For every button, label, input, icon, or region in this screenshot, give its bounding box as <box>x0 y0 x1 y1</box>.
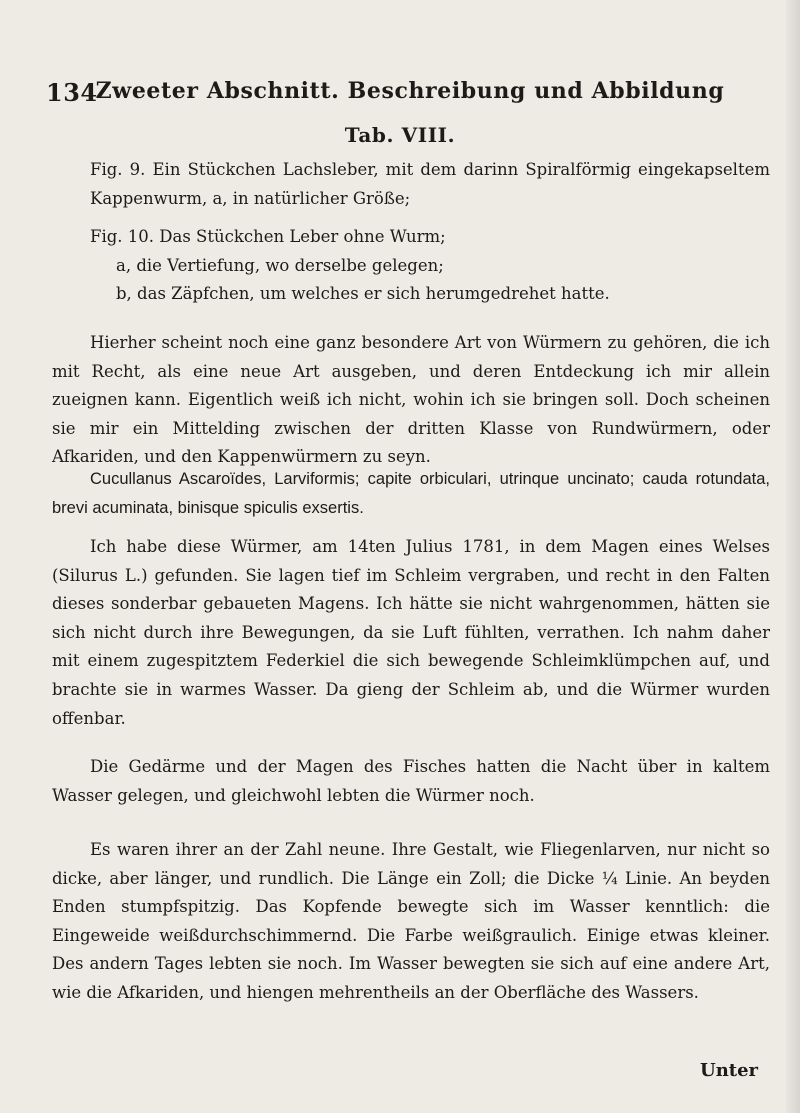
figure-legend <box>52 156 770 309</box>
paragraph-discovery: Ich habe diese Würmer, am 14ten Julius 1781, in dem Magen eines Welses (Silurus L.) gefunden. Sie lagen tief im Schleim vergraben, und recht in den Falten dieses sonderbar gebaueten Magens. Ich hätte sie nicht wahrgenommen, hätten sie sich nicht durch ihre Bewegungen, da sie Luft fühlten, verrathen. Ich nahm daher mit einem zugespitztem Federkiel die sich bewegende Schleimklümpchen auf, und brachte sie in warmes Wasser. Da gieng der Schleim ab, und die Würmer wurden offenbar. <box>52 537 770 728</box>
catchword: Unter <box>700 1060 759 1081</box>
plate-heading: Tab. VIII. <box>344 123 456 147</box>
figure-9-caption: Fig. 9. Ein Stückchen Lachsleber, mit dem darinn Spiralförmig eingekapseltem Kappenwurm, a, in natürlicher Größe; <box>90 160 770 208</box>
page-edge-shadow <box>786 0 800 1113</box>
paragraph-intro: Hierher scheint noch eine ganz besondere Art von Würmern zu gehören, die ich mit Recht, als eine neue Art ausgeben, und deren Entdeckung ich mir allein zueignen kann. Eigentlich weiß ich nicht, wohin ich sie bringen soll. Doch scheinen sie mir ein Mittelding zwischen der dritten Klasse von Rundwürmern, oder Afkariden, und den Kappenwürmern zu seyn. <box>52 333 770 467</box>
paragraph-description: Es waren ihrer an der Zahl neune. Ihre Gestalt, wie Fliegenlarven, nur nicht so dicke, aber länger, und rundlich. Die Länge ein Zoll; die Dicke ¼ Linie. An beyden Enden stumpfspitzig. Das Kopfende bewegte sich im Wasser kenntlich: die Eingeweide weißdurchschimmernd. Die Farbe weißgraulich. Einige etwas kleiner. Des andern Tages lebten sie noch. Im Wasser bewegten sie sich auf eine andere Art, wie die Afkariden, und hiengen mehrentheils an der Oberfläche des Wassers. <box>52 840 770 1002</box>
running-head: Zweeter Abschnitt. Beschreibung und Abbildung <box>95 78 725 104</box>
page-header <box>46 74 776 114</box>
figure-10-caption: Fig. 10. Das Stückchen Leber ohne Wurm; <box>90 227 446 247</box>
paragraph-survival: Die Gedärme und der Magen des Fisches hatten die Nacht über in kaltem Wasser gelegen, und gleichwohl lebten die Würmer noch. <box>52 757 770 805</box>
figure-10-item-b: b, das Zäpfchen, um welches er sich herumgedrehet hatte. <box>116 284 610 304</box>
latin-diagnosis: Cucullanus Ascaroïdes, Larviformis; capite orbiculari, utrinque uncinato; cauda rotundata, brevi acuminata, binisque spiculis exsertis. <box>52 470 770 517</box>
page-number: 134 <box>46 78 98 107</box>
figure-10-item-a: a, die Vertiefung, wo derselbe gelegen; <box>116 255 444 275</box>
